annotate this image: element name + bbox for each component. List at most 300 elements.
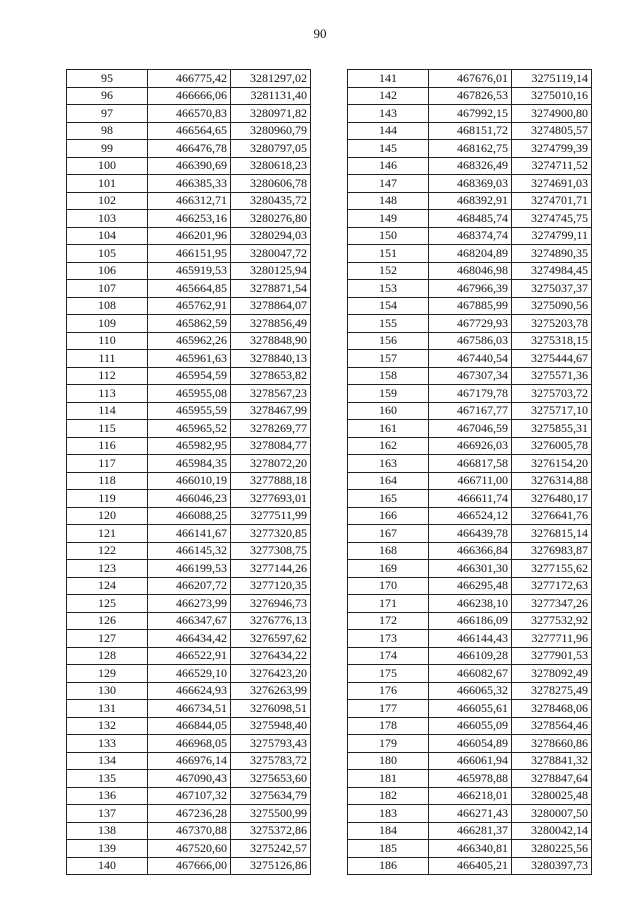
y-coordinate-cell: 3280971,82 bbox=[231, 105, 311, 123]
x-coordinate-cell: 465978,88 bbox=[429, 770, 512, 788]
x-coordinate-cell: 468151,72 bbox=[429, 122, 512, 140]
point-number-cell: 125 bbox=[67, 595, 148, 613]
point-number-cell: 177 bbox=[348, 700, 429, 718]
y-coordinate-cell: 3275318,15 bbox=[512, 332, 592, 350]
table-row bbox=[67, 665, 311, 683]
table-row bbox=[67, 560, 311, 578]
x-coordinate-cell: 467179,78 bbox=[429, 385, 512, 403]
y-coordinate-cell: 3278848,90 bbox=[231, 332, 311, 350]
y-coordinate-cell: 3278653,82 bbox=[231, 367, 311, 385]
y-coordinate-cell: 3276434,22 bbox=[231, 647, 311, 665]
x-coordinate-cell: 466976,14 bbox=[148, 752, 231, 770]
y-coordinate-cell: 3274691,03 bbox=[512, 175, 592, 193]
point-number-cell: 140 bbox=[67, 857, 148, 875]
point-number-cell: 181 bbox=[348, 770, 429, 788]
point-number-cell: 166 bbox=[348, 507, 429, 525]
table-row bbox=[67, 647, 311, 665]
point-number-cell: 163 bbox=[348, 455, 429, 473]
y-coordinate-cell: 3278269,77 bbox=[231, 420, 311, 438]
point-number-cell: 157 bbox=[348, 350, 429, 368]
table-row bbox=[348, 490, 592, 508]
y-coordinate-cell: 3280007,50 bbox=[512, 805, 592, 823]
table-row bbox=[348, 350, 592, 368]
x-coordinate-cell: 466711,00 bbox=[429, 472, 512, 490]
point-number-cell: 167 bbox=[348, 525, 429, 543]
x-coordinate-cell: 466347,67 bbox=[148, 612, 231, 630]
point-number-cell: 186 bbox=[348, 857, 429, 875]
table-row bbox=[348, 700, 592, 718]
y-coordinate-cell: 3278847,64 bbox=[512, 770, 592, 788]
point-number-cell: 134 bbox=[67, 752, 148, 770]
y-coordinate-cell: 3276314,88 bbox=[512, 472, 592, 490]
table-row bbox=[348, 840, 592, 858]
point-number-cell: 130 bbox=[67, 682, 148, 700]
point-number-cell: 173 bbox=[348, 630, 429, 648]
point-number-cell: 122 bbox=[67, 542, 148, 560]
y-coordinate-cell: 3275717,10 bbox=[512, 402, 592, 420]
x-coordinate-cell: 466218,01 bbox=[429, 787, 512, 805]
table-row bbox=[67, 472, 311, 490]
x-coordinate-cell: 466926,03 bbox=[429, 437, 512, 455]
table-row bbox=[67, 122, 311, 140]
point-number-cell: 165 bbox=[348, 490, 429, 508]
y-coordinate-cell: 3278084,77 bbox=[231, 437, 311, 455]
x-coordinate-cell: 466201,96 bbox=[148, 227, 231, 245]
x-coordinate-cell: 466775,42 bbox=[148, 70, 231, 88]
point-number-cell: 174 bbox=[348, 647, 429, 665]
point-number-cell: 143 bbox=[348, 105, 429, 123]
x-coordinate-cell: 466522,91 bbox=[148, 647, 231, 665]
y-coordinate-cell: 3278564,46 bbox=[512, 717, 592, 735]
point-number-cell: 113 bbox=[67, 385, 148, 403]
y-coordinate-cell: 3275037,37 bbox=[512, 280, 592, 298]
y-coordinate-cell: 3275653,60 bbox=[231, 770, 311, 788]
x-coordinate-cell: 466141,67 bbox=[148, 525, 231, 543]
table-row bbox=[348, 577, 592, 595]
table-row bbox=[348, 542, 592, 560]
point-number-cell: 106 bbox=[67, 262, 148, 280]
table-row bbox=[67, 735, 311, 753]
y-coordinate-cell: 3278467,99 bbox=[231, 402, 311, 420]
x-coordinate-cell: 466817,58 bbox=[429, 455, 512, 473]
table-row bbox=[67, 297, 311, 315]
y-coordinate-cell: 3275703,72 bbox=[512, 385, 592, 403]
x-coordinate-cell: 467826,53 bbox=[429, 87, 512, 105]
table-row bbox=[348, 437, 592, 455]
x-coordinate-cell: 468046,98 bbox=[429, 262, 512, 280]
y-coordinate-cell: 3278092,49 bbox=[512, 665, 592, 683]
table-row bbox=[348, 210, 592, 228]
x-coordinate-cell: 466390,69 bbox=[148, 157, 231, 175]
point-number-cell: 96 bbox=[67, 87, 148, 105]
point-number-cell: 164 bbox=[348, 472, 429, 490]
point-number-cell: 182 bbox=[348, 787, 429, 805]
y-coordinate-cell: 3278072,20 bbox=[231, 455, 311, 473]
table-row bbox=[67, 437, 311, 455]
y-coordinate-cell: 3275119,14 bbox=[512, 70, 592, 88]
point-number-cell: 139 bbox=[67, 840, 148, 858]
y-coordinate-cell: 3276776,13 bbox=[231, 612, 311, 630]
point-number-cell: 102 bbox=[67, 192, 148, 210]
point-number-cell: 156 bbox=[348, 332, 429, 350]
point-number-cell: 110 bbox=[67, 332, 148, 350]
y-coordinate-cell: 3274890,35 bbox=[512, 245, 592, 263]
point-number-cell: 147 bbox=[348, 175, 429, 193]
x-coordinate-cell: 467307,34 bbox=[429, 367, 512, 385]
point-number-cell: 97 bbox=[67, 105, 148, 123]
point-number-cell: 114 bbox=[67, 402, 148, 420]
point-number-cell: 120 bbox=[67, 507, 148, 525]
x-coordinate-cell: 468485,74 bbox=[429, 210, 512, 228]
table-row bbox=[348, 647, 592, 665]
table-row bbox=[348, 175, 592, 193]
point-number-cell: 155 bbox=[348, 315, 429, 333]
point-number-cell: 112 bbox=[67, 367, 148, 385]
y-coordinate-cell: 3275090,56 bbox=[512, 297, 592, 315]
y-coordinate-cell: 3274900,80 bbox=[512, 105, 592, 123]
table-row bbox=[67, 700, 311, 718]
table-row bbox=[348, 70, 592, 88]
y-coordinate-cell: 3278468,06 bbox=[512, 700, 592, 718]
point-number-cell: 103 bbox=[67, 210, 148, 228]
table-row bbox=[67, 787, 311, 805]
table-row bbox=[348, 630, 592, 648]
x-coordinate-cell: 467167,77 bbox=[429, 402, 512, 420]
y-coordinate-cell: 3277308,75 bbox=[231, 542, 311, 560]
table-row bbox=[67, 402, 311, 420]
x-coordinate-cell: 466340,81 bbox=[429, 840, 512, 858]
point-number-cell: 185 bbox=[348, 840, 429, 858]
y-coordinate-cell: 3274799,11 bbox=[512, 227, 592, 245]
x-coordinate-cell: 467046,59 bbox=[429, 420, 512, 438]
table-row bbox=[348, 612, 592, 630]
x-coordinate-cell: 468326,49 bbox=[429, 157, 512, 175]
x-coordinate-cell: 466476,78 bbox=[148, 140, 231, 158]
x-coordinate-cell: 466055,09 bbox=[429, 717, 512, 735]
y-coordinate-cell: 3280435,72 bbox=[231, 192, 311, 210]
y-coordinate-cell: 3277888,18 bbox=[231, 472, 311, 490]
x-coordinate-cell: 465961,63 bbox=[148, 350, 231, 368]
table-row bbox=[67, 332, 311, 350]
y-coordinate-cell: 3280606,78 bbox=[231, 175, 311, 193]
table-row bbox=[348, 332, 592, 350]
table-row bbox=[67, 87, 311, 105]
y-coordinate-cell: 3274799,39 bbox=[512, 140, 592, 158]
table-row bbox=[348, 455, 592, 473]
point-number-cell: 121 bbox=[67, 525, 148, 543]
y-coordinate-cell: 3275010,16 bbox=[512, 87, 592, 105]
x-coordinate-cell: 465984,35 bbox=[148, 455, 231, 473]
table-row bbox=[348, 192, 592, 210]
x-coordinate-cell: 466968,05 bbox=[148, 735, 231, 753]
x-coordinate-cell: 468392,91 bbox=[429, 192, 512, 210]
x-coordinate-cell: 467107,32 bbox=[148, 787, 231, 805]
x-coordinate-cell: 466061,94 bbox=[429, 752, 512, 770]
y-coordinate-cell: 3276983,87 bbox=[512, 542, 592, 560]
x-coordinate-cell: 465762,91 bbox=[148, 297, 231, 315]
point-number-cell: 119 bbox=[67, 490, 148, 508]
point-number-cell: 100 bbox=[67, 157, 148, 175]
y-coordinate-cell: 3280225,56 bbox=[512, 840, 592, 858]
x-coordinate-cell: 467236,28 bbox=[148, 805, 231, 823]
point-number-cell: 154 bbox=[348, 297, 429, 315]
point-number-cell: 176 bbox=[348, 682, 429, 700]
y-coordinate-cell: 3274984,45 bbox=[512, 262, 592, 280]
table-row bbox=[67, 367, 311, 385]
x-coordinate-cell: 467440,54 bbox=[429, 350, 512, 368]
y-coordinate-cell: 3278567,23 bbox=[231, 385, 311, 403]
y-coordinate-cell: 3280618,23 bbox=[231, 157, 311, 175]
x-coordinate-cell: 466524,12 bbox=[429, 507, 512, 525]
table-row bbox=[67, 175, 311, 193]
x-coordinate-cell: 466065,32 bbox=[429, 682, 512, 700]
table-row bbox=[348, 385, 592, 403]
x-coordinate-cell: 467666,00 bbox=[148, 857, 231, 875]
x-coordinate-cell: 467885,99 bbox=[429, 297, 512, 315]
y-coordinate-cell: 3278660,86 bbox=[512, 735, 592, 753]
x-coordinate-cell: 467586,03 bbox=[429, 332, 512, 350]
point-number-cell: 117 bbox=[67, 455, 148, 473]
point-number-cell: 169 bbox=[348, 560, 429, 578]
point-number-cell: 144 bbox=[348, 122, 429, 140]
table-row bbox=[348, 507, 592, 525]
table-row bbox=[348, 87, 592, 105]
x-coordinate-cell: 466734,51 bbox=[148, 700, 231, 718]
x-coordinate-cell: 466088,25 bbox=[148, 507, 231, 525]
point-number-cell: 172 bbox=[348, 612, 429, 630]
x-coordinate-cell: 468369,03 bbox=[429, 175, 512, 193]
x-coordinate-cell: 467520,60 bbox=[148, 840, 231, 858]
point-number-cell: 151 bbox=[348, 245, 429, 263]
y-coordinate-cell: 3280397,73 bbox=[512, 857, 592, 875]
y-coordinate-cell: 3277511,99 bbox=[231, 507, 311, 525]
point-number-cell: 162 bbox=[348, 437, 429, 455]
point-number-cell: 118 bbox=[67, 472, 148, 490]
y-coordinate-cell: 3277532,92 bbox=[512, 612, 592, 630]
y-coordinate-cell: 3275126,86 bbox=[231, 857, 311, 875]
x-coordinate-cell: 466273,99 bbox=[148, 595, 231, 613]
x-coordinate-cell: 465919,53 bbox=[148, 262, 231, 280]
y-coordinate-cell: 3277155,62 bbox=[512, 560, 592, 578]
table-row bbox=[348, 157, 592, 175]
x-coordinate-cell: 466666,06 bbox=[148, 87, 231, 105]
point-number-cell: 145 bbox=[348, 140, 429, 158]
point-number-cell: 168 bbox=[348, 542, 429, 560]
x-coordinate-cell: 466253,16 bbox=[148, 210, 231, 228]
y-coordinate-cell: 3274805,57 bbox=[512, 122, 592, 140]
y-coordinate-cell: 3275372,86 bbox=[231, 822, 311, 840]
x-coordinate-cell: 466301,30 bbox=[429, 560, 512, 578]
point-number-cell: 132 bbox=[67, 717, 148, 735]
table-row bbox=[67, 507, 311, 525]
point-number-cell: 124 bbox=[67, 577, 148, 595]
x-coordinate-cell: 466207,72 bbox=[148, 577, 231, 595]
table-row bbox=[348, 140, 592, 158]
table-row bbox=[348, 665, 592, 683]
x-coordinate-cell: 466439,78 bbox=[429, 525, 512, 543]
x-coordinate-cell: 466145,32 bbox=[148, 542, 231, 560]
y-coordinate-cell: 3281131,40 bbox=[231, 87, 311, 105]
y-coordinate-cell: 3278275,49 bbox=[512, 682, 592, 700]
table-row bbox=[67, 210, 311, 228]
x-coordinate-cell: 466385,33 bbox=[148, 175, 231, 193]
table-row bbox=[348, 227, 592, 245]
y-coordinate-cell: 3277347,26 bbox=[512, 595, 592, 613]
point-number-cell: 95 bbox=[67, 70, 148, 88]
table-row bbox=[67, 717, 311, 735]
y-coordinate-cell: 3275793,43 bbox=[231, 735, 311, 753]
table-row bbox=[67, 770, 311, 788]
point-number-cell: 183 bbox=[348, 805, 429, 823]
table-row bbox=[348, 122, 592, 140]
point-number-cell: 123 bbox=[67, 560, 148, 578]
table-row bbox=[67, 140, 311, 158]
x-coordinate-cell: 466529,10 bbox=[148, 665, 231, 683]
y-coordinate-cell: 3277693,01 bbox=[231, 490, 311, 508]
point-number-cell: 142 bbox=[348, 87, 429, 105]
point-number-cell: 152 bbox=[348, 262, 429, 280]
x-coordinate-cell: 465664,85 bbox=[148, 280, 231, 298]
y-coordinate-cell: 3280042,14 bbox=[512, 822, 592, 840]
x-coordinate-cell: 466199,53 bbox=[148, 560, 231, 578]
table-row bbox=[348, 525, 592, 543]
table-row bbox=[348, 105, 592, 123]
table-row bbox=[67, 595, 311, 613]
y-coordinate-cell: 3278871,54 bbox=[231, 280, 311, 298]
point-number-cell: 128 bbox=[67, 647, 148, 665]
point-number-cell: 136 bbox=[67, 787, 148, 805]
x-coordinate-cell: 466366,84 bbox=[429, 542, 512, 560]
x-coordinate-cell: 465962,26 bbox=[148, 332, 231, 350]
table-row bbox=[67, 280, 311, 298]
point-number-cell: 158 bbox=[348, 367, 429, 385]
table-row bbox=[67, 315, 311, 333]
coordinates-table-left bbox=[66, 69, 311, 875]
y-coordinate-cell: 3276263,99 bbox=[231, 682, 311, 700]
point-number-cell: 138 bbox=[67, 822, 148, 840]
table-row bbox=[67, 525, 311, 543]
y-coordinate-cell: 3276154,20 bbox=[512, 455, 592, 473]
x-coordinate-cell: 465955,08 bbox=[148, 385, 231, 403]
table-row bbox=[67, 822, 311, 840]
y-coordinate-cell: 3278856,49 bbox=[231, 315, 311, 333]
y-coordinate-cell: 3276946,73 bbox=[231, 595, 311, 613]
point-number-cell: 131 bbox=[67, 700, 148, 718]
point-number-cell: 126 bbox=[67, 612, 148, 630]
point-number-cell: 153 bbox=[348, 280, 429, 298]
x-coordinate-cell: 467676,01 bbox=[429, 70, 512, 88]
y-coordinate-cell: 3275634,79 bbox=[231, 787, 311, 805]
x-coordinate-cell: 465955,59 bbox=[148, 402, 231, 420]
y-coordinate-cell: 3277711,96 bbox=[512, 630, 592, 648]
x-coordinate-cell: 466844,05 bbox=[148, 717, 231, 735]
table-row bbox=[348, 595, 592, 613]
x-coordinate-cell: 466109,28 bbox=[429, 647, 512, 665]
table-row bbox=[348, 297, 592, 315]
table-row bbox=[67, 682, 311, 700]
x-coordinate-cell: 465954,59 bbox=[148, 367, 231, 385]
x-coordinate-cell: 466295,48 bbox=[429, 577, 512, 595]
y-coordinate-cell: 3277901,53 bbox=[512, 647, 592, 665]
table-row bbox=[348, 245, 592, 263]
y-coordinate-cell: 3274711,52 bbox=[512, 157, 592, 175]
page-number: 90 bbox=[313, 26, 327, 41]
y-coordinate-cell: 3275500,99 bbox=[231, 805, 311, 823]
y-coordinate-cell: 3276641,76 bbox=[512, 507, 592, 525]
x-coordinate-cell: 466055,61 bbox=[429, 700, 512, 718]
y-coordinate-cell: 3275242,57 bbox=[231, 840, 311, 858]
table-row bbox=[67, 542, 311, 560]
point-number-cell: 104 bbox=[67, 227, 148, 245]
coordinates-table-right bbox=[347, 69, 592, 875]
point-number-cell: 129 bbox=[67, 665, 148, 683]
y-coordinate-cell: 3274701,71 bbox=[512, 192, 592, 210]
point-number-cell: 127 bbox=[67, 630, 148, 648]
point-number-cell: 115 bbox=[67, 420, 148, 438]
table-row bbox=[67, 350, 311, 368]
point-number-cell: 137 bbox=[67, 805, 148, 823]
y-coordinate-cell: 3280047,72 bbox=[231, 245, 311, 263]
y-coordinate-cell: 3275948,40 bbox=[231, 717, 311, 735]
table-row bbox=[67, 577, 311, 595]
table-row bbox=[67, 157, 311, 175]
y-coordinate-cell: 3277320,85 bbox=[231, 525, 311, 543]
x-coordinate-cell: 466054,89 bbox=[429, 735, 512, 753]
y-coordinate-cell: 3274745,75 bbox=[512, 210, 592, 228]
point-number-cell: 109 bbox=[67, 315, 148, 333]
y-coordinate-cell: 3276005,78 bbox=[512, 437, 592, 455]
y-coordinate-cell: 3275203,78 bbox=[512, 315, 592, 333]
point-number-cell: 171 bbox=[348, 595, 429, 613]
table-row bbox=[67, 857, 311, 875]
y-coordinate-cell: 3280960,79 bbox=[231, 122, 311, 140]
point-number-cell: 150 bbox=[348, 227, 429, 245]
table-row bbox=[67, 192, 311, 210]
table-row bbox=[67, 630, 311, 648]
x-coordinate-cell: 467966,39 bbox=[429, 280, 512, 298]
point-number-cell: 149 bbox=[348, 210, 429, 228]
y-coordinate-cell: 3280294,03 bbox=[231, 227, 311, 245]
point-number-cell: 178 bbox=[348, 717, 429, 735]
point-number-cell: 175 bbox=[348, 665, 429, 683]
x-coordinate-cell: 468374,74 bbox=[429, 227, 512, 245]
x-coordinate-cell: 467090,43 bbox=[148, 770, 231, 788]
table-row bbox=[348, 805, 592, 823]
table-row bbox=[67, 385, 311, 403]
y-coordinate-cell: 3278864,07 bbox=[231, 297, 311, 315]
x-coordinate-cell: 466186,09 bbox=[429, 612, 512, 630]
y-coordinate-cell: 3275571,36 bbox=[512, 367, 592, 385]
x-coordinate-cell: 466238,10 bbox=[429, 595, 512, 613]
table-row bbox=[348, 770, 592, 788]
table-row bbox=[67, 105, 311, 123]
table-row bbox=[67, 70, 311, 88]
point-number-cell: 148 bbox=[348, 192, 429, 210]
y-coordinate-cell: 3276815,14 bbox=[512, 525, 592, 543]
point-number-cell: 160 bbox=[348, 402, 429, 420]
table-row bbox=[67, 490, 311, 508]
table-row bbox=[348, 560, 592, 578]
table-row bbox=[348, 735, 592, 753]
point-number-cell: 146 bbox=[348, 157, 429, 175]
point-number-cell: 101 bbox=[67, 175, 148, 193]
y-coordinate-cell: 3276098,51 bbox=[231, 700, 311, 718]
y-coordinate-cell: 3278840,13 bbox=[231, 350, 311, 368]
point-number-cell: 98 bbox=[67, 122, 148, 140]
table-row bbox=[348, 402, 592, 420]
table-row bbox=[67, 262, 311, 280]
y-coordinate-cell: 3276480,17 bbox=[512, 490, 592, 508]
